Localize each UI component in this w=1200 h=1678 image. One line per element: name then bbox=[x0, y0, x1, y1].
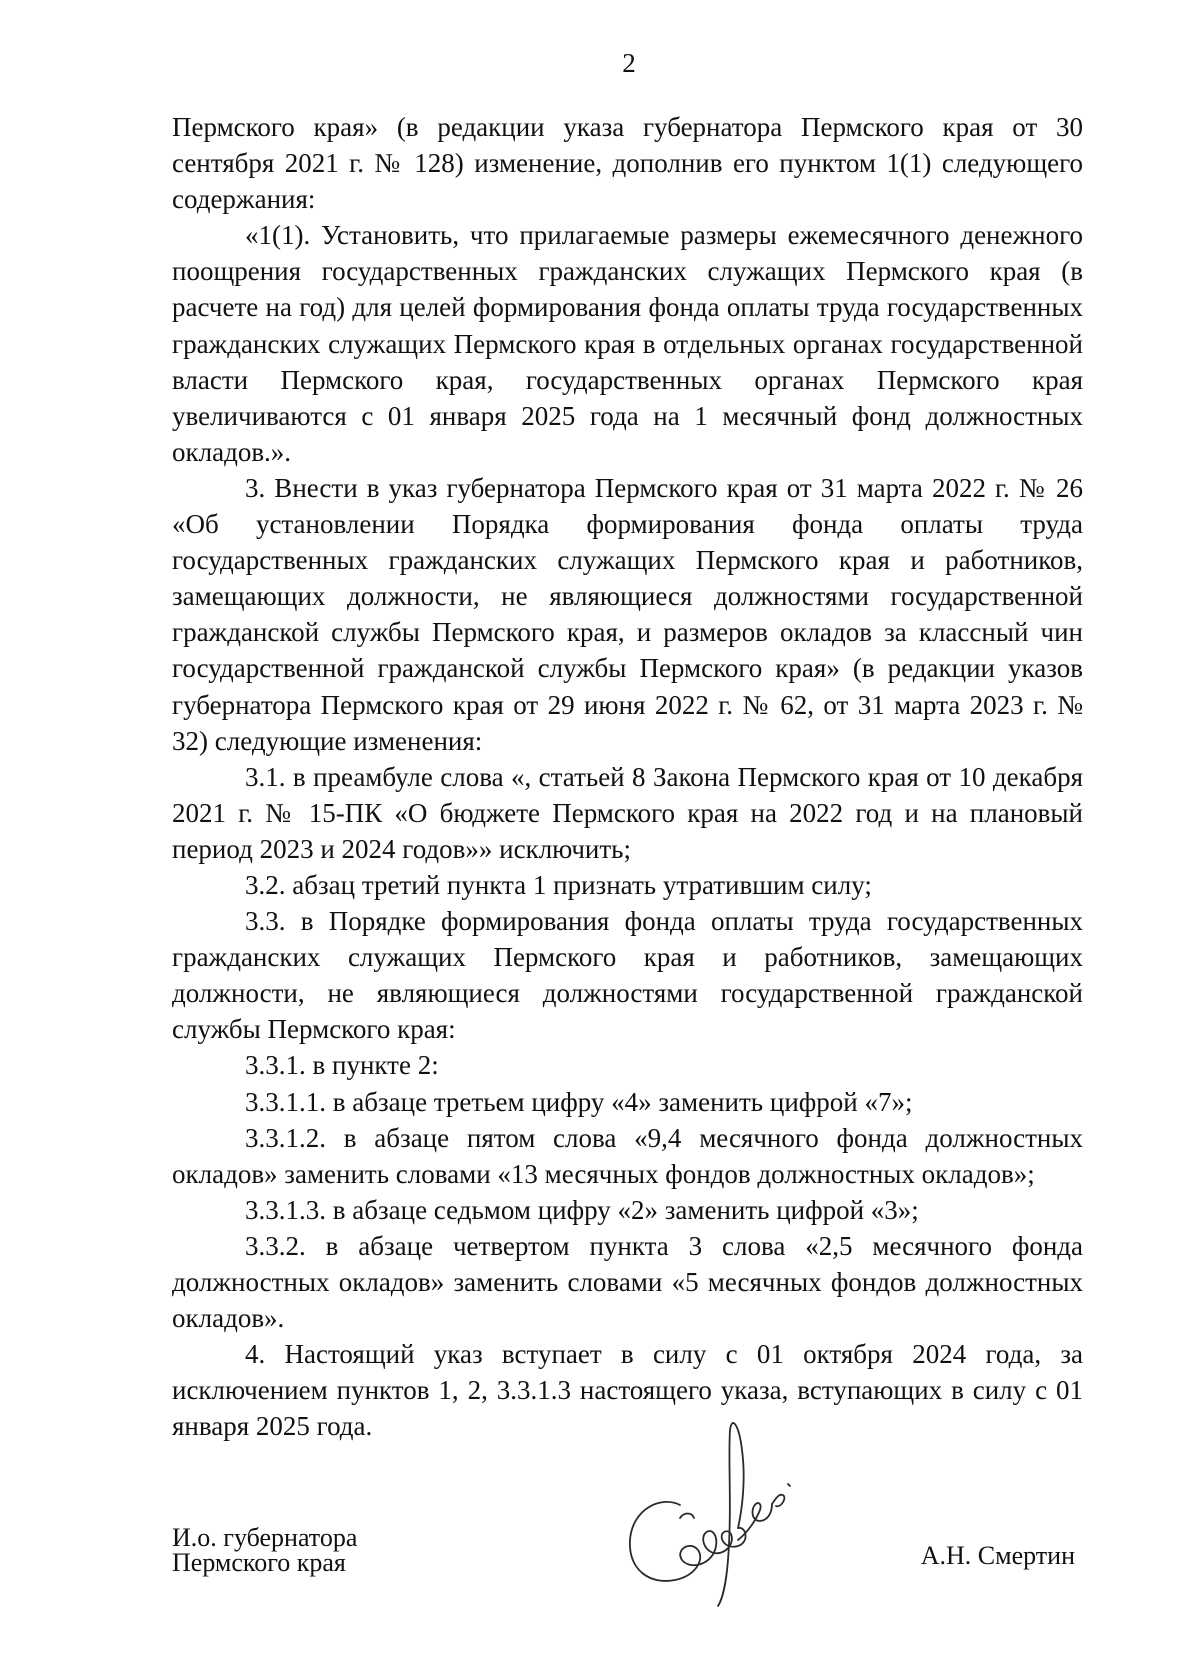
paragraph-item-3-1: 3.1. в преамбуле слова «, статьей 8 Закона Пермского края от 10 декабря 2021 г. № 15-ПК «О бюджете Пермского края на 2022 год и на плановый период 2023 и 2024 годов»» исключить; bbox=[172, 761, 1083, 864]
paragraph-item-3-2: 3.2. абзац третий пункта 1 признать утратившим силу; bbox=[245, 869, 872, 900]
document-body bbox=[172, 109, 1083, 1444]
paragraph-item-3-3: 3.3. в Порядке формирования фонда оплаты труда государственных гражданских служащих Пермского края и работников, замещающих должности, не являющиеся должностями государственной гражданской службы Пермского края: bbox=[172, 906, 1083, 1045]
signer-title bbox=[172, 1525, 357, 1575]
handwritten-signature bbox=[620, 1400, 820, 1610]
paragraph-item-3-3-1-3: 3.3.1.3. в абзаце седьмом цифру «2» заменить цифрой «3»; bbox=[245, 1194, 919, 1225]
paragraph-item-4: 4. Настоящий указ вступает в силу с 01 октября 2024 года, за исключением пунктов 1, 2, 3.3.1.3 настоящего указа, вступающих в силу с 01 января 2025 года. bbox=[172, 1339, 1083, 1442]
paragraph-item-3-3-2: 3.3.2. в абзаце четвертом пункта 3 слова «2,5 месячного фонда должностных окладов» заменить словами «5 месячных фондов должностных окладов». bbox=[172, 1230, 1083, 1334]
paragraph-item-3-3-1-1: 3.3.1.1. в абзаце третьем цифру «4» заменить цифрой «7»; bbox=[245, 1086, 913, 1117]
paragraph-clause-1-1: «1(1). Установить, что прилагаемые размеры ежемесячного денежного поощрения государственных гражданских служащих Пермского края (в расчете на год) для целей формирования фонда оплаты труда государственных гражданских служащих Пермского края в отдельных органах государственной власти Пермского края, государственных органах Пермского края увеличиваются с 01 января 2025 года на 1 месячный фонд должностных окладов.». bbox=[172, 220, 1083, 467]
signer-name: А.Н. Смертин bbox=[920, 1541, 1075, 1570]
paragraph-item-3-3-1-2: 3.3.1.2. в абзаце пятом слова «9,4 месячного фонда должностных окладов» заменить словами «13 месячных фондов должностных окладов»; bbox=[172, 1122, 1083, 1189]
paragraph-item-3: 3. Внести в указ губернатора Пермского края от 31 марта 2022 г. № 26 «Об установлении Порядка формирования фонда оплаты труда государственных гражданских служащих Пермского края и работников, замещающих должности, не являющиеся должностями государственной гражданской службы Пермского края, и размеров окладов за классный чин государственной гражданской службы Пермского края» (в редакции указов губернатора Пермского края от 29 июня 2022 г. № 62, от 31 марта 2023 г. № 32) следующие изменения: bbox=[172, 472, 1083, 756]
paragraph-item-3-3-1: 3.3.1. в пункте 2: bbox=[245, 1050, 439, 1081]
signer-title-line-1: И.о. губернатора bbox=[172, 1523, 358, 1552]
paragraph-continuation: Пермского края» (в редакции указа губернатора Пермского края от 30 сентября 2021 г. № 128) изменение, дополнив его пунктом 1(1) следующего содержания: bbox=[172, 112, 1083, 215]
page-number: 2 bbox=[622, 48, 636, 78]
signer-title-line-2: Пермского края bbox=[172, 1548, 346, 1577]
